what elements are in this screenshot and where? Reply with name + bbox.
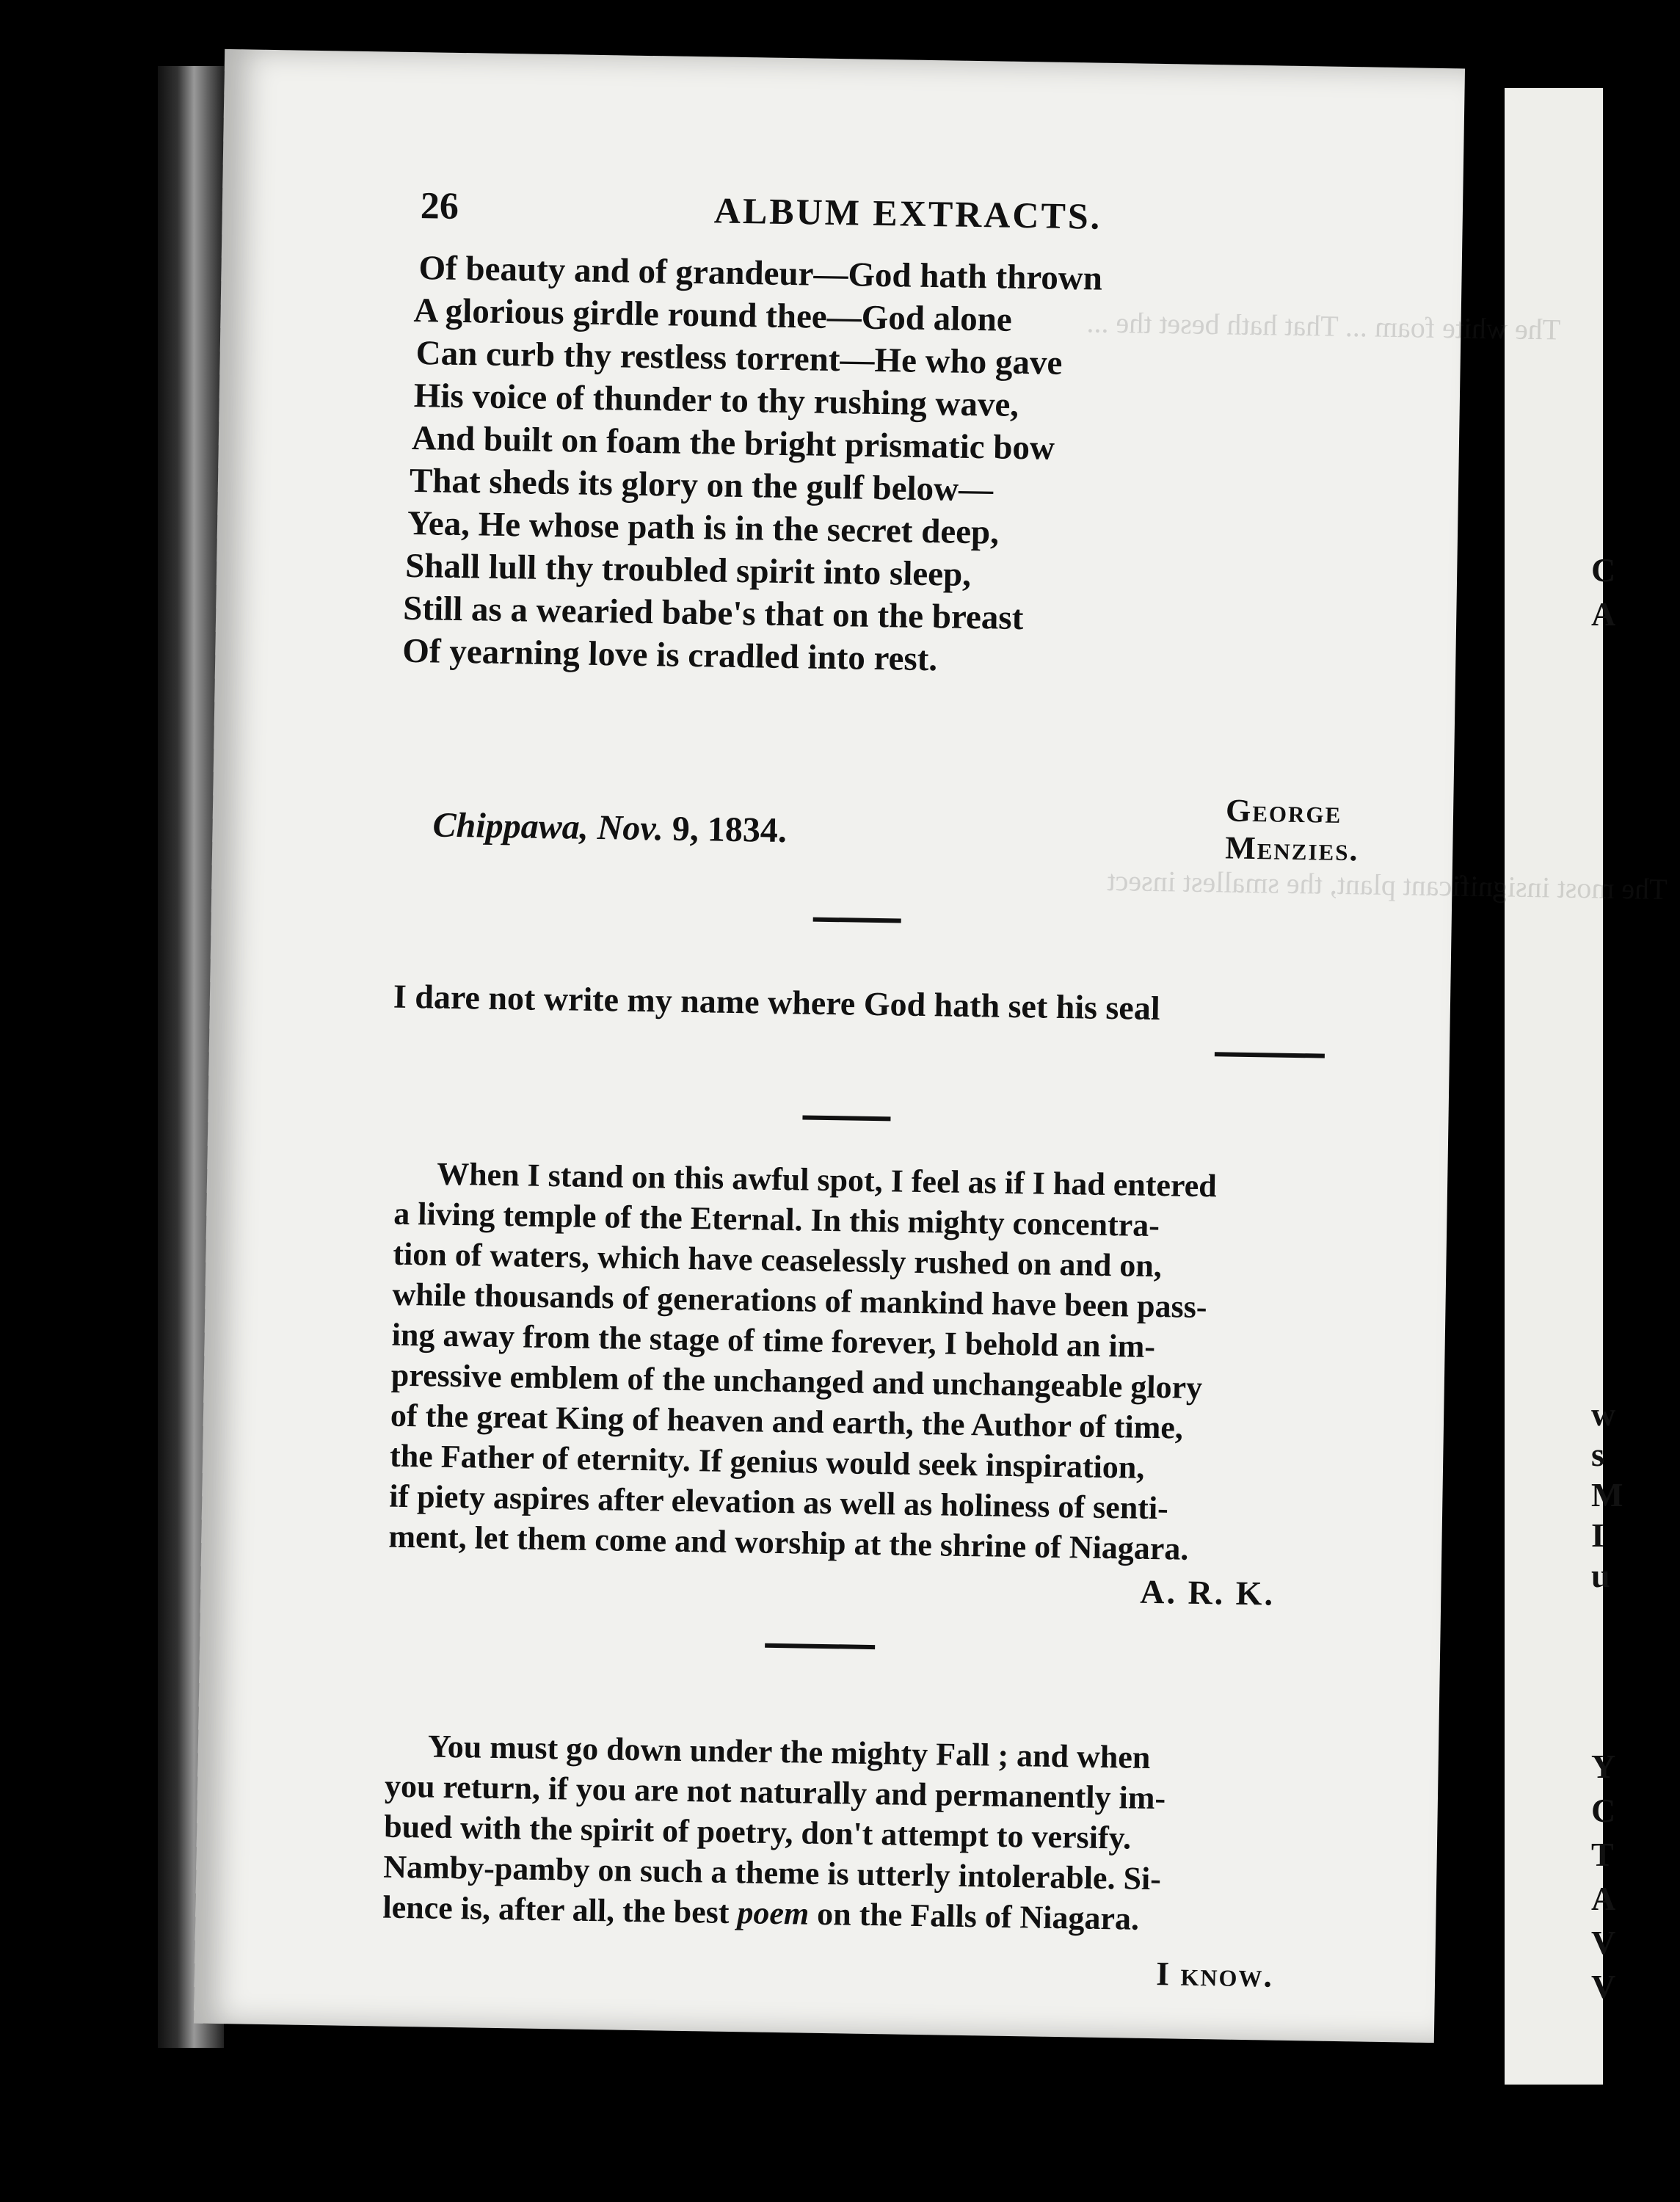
- facing-page-letter: s: [1591, 1436, 1604, 1473]
- running-head: ALBUM EXTRACTS.: [713, 189, 1102, 237]
- paragraph-line: ment, let them come and worship at the shrine of Niagara.: [388, 1518, 1189, 1567]
- facing-page-letter: C: [1591, 1792, 1616, 1829]
- poem-line: His voice of thunder to thy rushing wave,: [413, 377, 1019, 424]
- poem-line: Can curb thy restless torrent—He who gave: [415, 334, 1063, 382]
- attribution-i-know: I know.: [1155, 1955, 1274, 1994]
- section-rule: [802, 1115, 890, 1121]
- poem-signature: George Menzies.: [1224, 792, 1359, 868]
- paragraph-line: you return, if you are not naturally and permanently im-: [384, 1767, 1166, 1817]
- poem-line: Of beauty and of grandeur—God hath thrown: [418, 249, 1103, 298]
- poem-line: That sheds its glory on the gulf below—: [409, 461, 994, 509]
- bottom-border: [0, 2085, 1603, 2202]
- page-number: 26: [420, 185, 459, 228]
- facing-page-letter: A: [1591, 595, 1616, 633]
- paragraph-line: ing away from the stage of time forever, I behold an im-: [391, 1316, 1156, 1365]
- epigram: I dare not write my name where God hath set his seal: [393, 977, 1161, 1028]
- paragraph-line: a living temple of the Eternal. In this mighty concentra-: [393, 1195, 1160, 1244]
- dateline-place: Chippawa, Nov.: [432, 805, 664, 849]
- paragraph-text: lence is, after all, the best: [382, 1889, 738, 1931]
- poem-line: Still as a wearied babe's that on the breast: [402, 589, 1024, 638]
- poem-line: A glorious girdle round thee—God alone: [413, 291, 1013, 339]
- facing-page-edge: [1505, 88, 1623, 2085]
- paragraph-line: of the great King of heaven and earth, the Author of time,: [390, 1397, 1184, 1446]
- paragraph-niagara-temple: [388, 1153, 1378, 1572]
- poem-line: Yea, He whose path is in the secret deep,: [407, 504, 1000, 552]
- facing-page-letter: A: [1591, 1880, 1616, 1917]
- paragraph-line: the Father of eternity. If genius would seek inspiration,: [389, 1437, 1145, 1486]
- facing-page-letter: V: [1591, 1968, 1616, 2005]
- paragraph-text: on the Falls of Niagara.: [808, 1895, 1140, 1937]
- page-header: [420, 184, 1411, 251]
- bleed-through-text-2: The most insignificant plant, the smallest insect: [1107, 863, 1668, 906]
- poem-line: Shall lull thy troubled spirit into sleep,: [404, 546, 972, 594]
- facing-page-letter: Y: [1591, 1748, 1616, 1785]
- bleed-through-text: The white foam ... That hath beset the ...: [1086, 305, 1561, 346]
- paragraph-line: if piety aspires after elevation as well as holiness of senti-: [388, 1478, 1169, 1527]
- facing-page-letter: V: [1591, 1924, 1616, 1961]
- facing-page-letter: C: [1591, 551, 1616, 589]
- paragraph-line: When I stand on this awful spot, I feel as if I had entered: [436, 1155, 1218, 1204]
- section-rule: [765, 1643, 875, 1649]
- facing-page-letter: I: [1591, 1516, 1604, 1554]
- paragraph-line: while thousands of generations of mankind have been pass-: [392, 1276, 1207, 1326]
- paragraph-line: pressive emblem of the unchanged and unchangeable glory: [390, 1356, 1203, 1406]
- paragraph-line: tion of waters, which have ceaselessly rushed on and on,: [393, 1235, 1163, 1284]
- epigram-underline: [1215, 1052, 1325, 1058]
- facing-page-letter: u: [1591, 1557, 1610, 1594]
- paragraph-line: Namby-pamby on such a theme is utterly intolerable. Si-: [382, 1848, 1162, 1897]
- italic-word: poem: [737, 1894, 810, 1932]
- attribution-ark: A. R. K.: [1139, 1572, 1276, 1613]
- facing-page-letter: M: [1591, 1476, 1623, 1514]
- poem: [402, 247, 1436, 688]
- book-page: [194, 49, 1668, 2043]
- facing-page-letter: T: [1591, 1836, 1614, 1873]
- paragraph-mighty-fall: [382, 1726, 1369, 1943]
- paragraph-line: bued with the spirit of poetry, don't attempt to versify.: [383, 1808, 1132, 1856]
- facing-page-letter: w: [1591, 1395, 1616, 1433]
- section-rule: [813, 918, 901, 923]
- poem-line: And built on foam the bright prismatic bow: [411, 418, 1055, 468]
- paragraph-line: You must go down under the mighty Fall ; and when: [427, 1728, 1151, 1776]
- poem-dateline: [432, 804, 787, 851]
- poem-line: Of yearning love is cradled into rest.: [401, 631, 938, 679]
- dateline-date: 9, 1834.: [663, 809, 788, 851]
